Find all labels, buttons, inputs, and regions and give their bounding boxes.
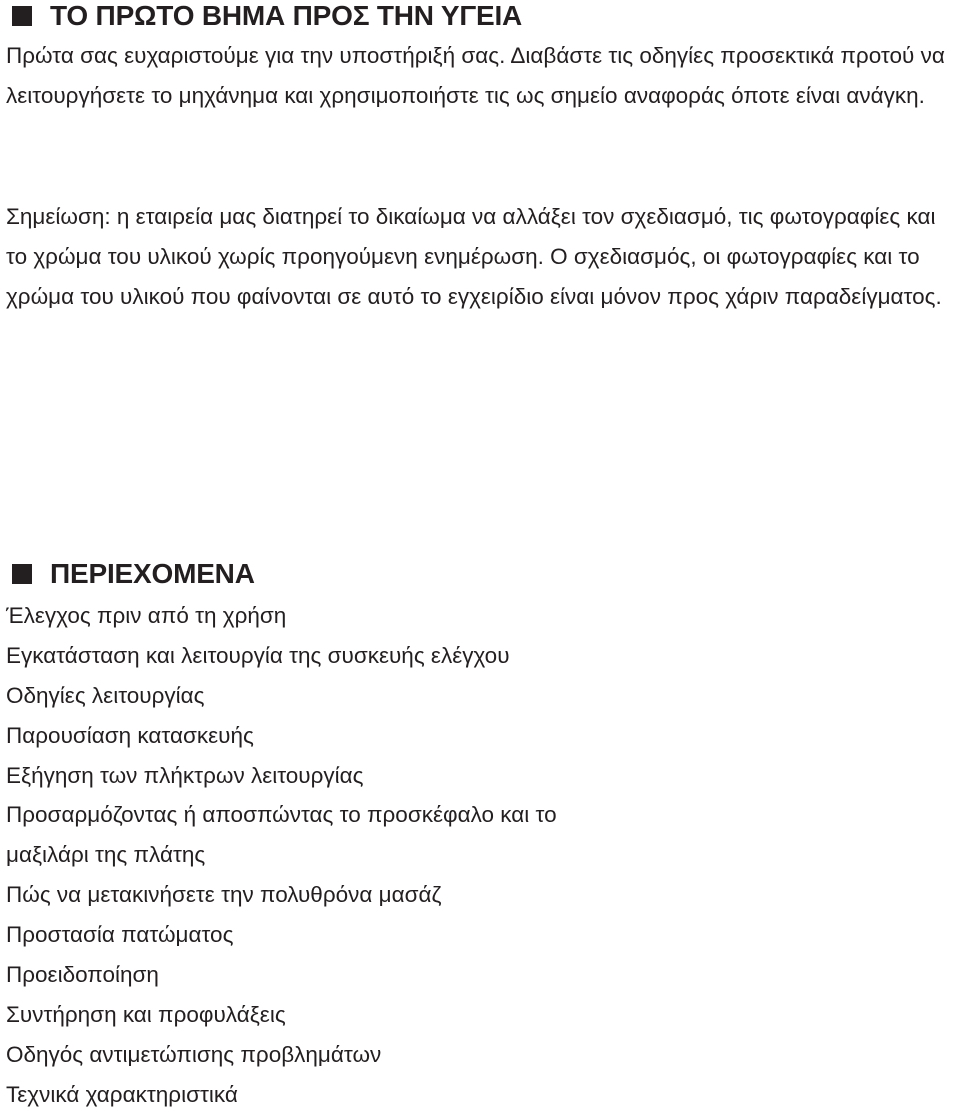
toc-item: Εξήγηση των πλήκτρων λειτουργίας [6, 762, 364, 788]
toc-item: Προσαρμόζοντας ή αποσπώντας το προσκέφαλο και το [6, 802, 557, 828]
table-of-contents [6, 596, 557, 1115]
toc-item: Παρουσίαση κατασκευής [6, 722, 254, 748]
toc-item: Οδηγίες λειτουργίας [6, 682, 205, 708]
section-heading-contents [12, 558, 255, 590]
note-paragraph: Σημείωση: η εταιρεία μας διατηρεί το δικαίωμα να αλλάξει τον σχεδιασμό, τις φωτογραφίες και το χρώμα του υλικού χωρίς προηγούμενη ενημέρωση. Ο σχεδιασμός, οι φωτογραφίες και το χρώμα του υλικού που φαίνονται σε αυτό το εγχειρίδιο είναι μόνον προς χάριν παραδείγματος. [6, 204, 942, 309]
heading-text: ΠΕΡΙΕΧΟΜΕΝΑ [50, 558, 255, 589]
square-bullet-icon [12, 6, 32, 26]
toc-item: Προστασία πατώματος [6, 922, 234, 948]
toc-item: Πώς να μετακινήσετε την πολυθρόνα μασάζ [6, 882, 442, 908]
toc-item: Προειδοποίηση [6, 962, 159, 988]
heading-text: ΤΟ ΠΡΩΤΟ ΒΗΜΑ ΠΡΟΣ ΤΗΝ ΥΓΕΙΑ [50, 0, 523, 31]
section-heading-health [12, 0, 522, 32]
square-bullet-icon [12, 564, 32, 584]
toc-item: Έλεγχος πριν από τη χρήση [6, 603, 287, 628]
toc-item: Τεχνικά χαρακτηριστικά [6, 1081, 238, 1107]
toc-item: Συντήρηση και προφυλάξεις [6, 1001, 286, 1027]
toc-item: μαξιλάρι της πλάτης [6, 842, 206, 868]
toc-item: Οδηγός αντιμετώπισης προβλημάτων [6, 1041, 382, 1067]
intro-paragraph: Πρώτα σας ευχαριστούμε για την υποστήριξή σας. Διαβάστε τις οδηγίες προσεκτικά προτού να λειτουργήσετε το μηχάνημα και χρησιμοποιήστε τις ως σημείο αναφοράς όποτε είναι ανάγκη. [6, 43, 945, 108]
toc-item: Εγκατάσταση και λειτουργία της συσκευής ελέγχου [6, 642, 510, 668]
